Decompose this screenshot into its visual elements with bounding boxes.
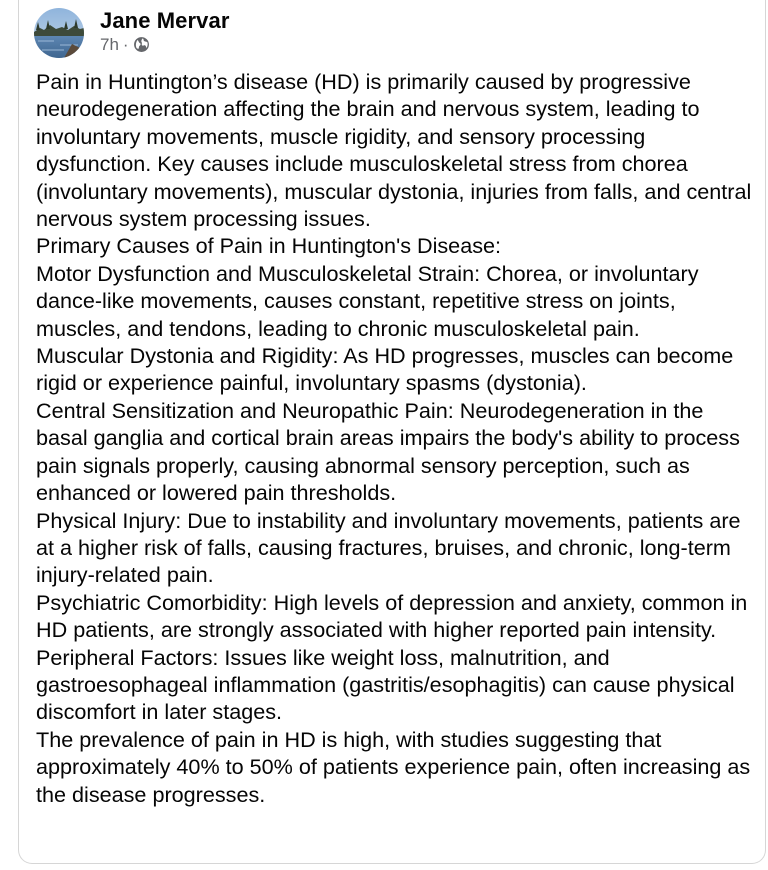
post-subline (100, 35, 230, 55)
post-paragraph: Motor Dysfunction and Musculoskeletal Strain: Chorea, or involuntary dance-like movements, causes constant, repetitive stress on joints, muscles, and tendons, leading to chronic musculoskeletal pain. (36, 260, 699, 341)
post-timestamp[interactable]: 7h (100, 34, 119, 54)
globe-icon[interactable] (133, 36, 150, 53)
author-name[interactable]: Jane Mervar (100, 7, 230, 33)
post-paragraph: Primary Causes of Pain in Huntington's Disease: (36, 233, 502, 259)
separator-dot: · (122, 34, 129, 54)
post-text (36, 68, 756, 808)
post-paragraph: Physical Injury: Due to instability and involuntary movements, patients are at a higher risk of falls, causing fractures, bruises, and chronic, long-term injury-related pain. (36, 507, 741, 588)
post-paragraph: Psychiatric Comorbidity: High levels of depression and anxiety, common in HD patients, are strongly associated with higher reported pain intensity. (36, 589, 748, 643)
post-meta (100, 8, 230, 55)
post-paragraph: Central Sensitization and Neuropathic Pain: Neurodegeneration in the basal ganglia and cortical brain areas impairs the body's ability to process pain signals properly, causing abnormal sensory perception, such as enhanced or lowered pain thresholds. (36, 397, 740, 506)
post-paragraph: Pain in Huntington’s disease (HD) is primarily caused by progressive neurodegeneration affecting the brain and nervous system, leading to involuntary movements, muscle rigidity, and sensory processing dysfunction. Key causes include musculoskeletal stress from chorea (involuntary movements), muscular dystonia, injuries from falls, and central nervous system processing issues. (36, 69, 752, 232)
post-paragraph: The prevalence of pain in HD is high, with studies suggesting that approximately 40% to 50% of patients experience pain, often increasing as the disease progresses. (36, 726, 751, 807)
post-paragraph: Muscular Dystonia and Rigidity: As HD progresses, muscles can become rigid or experience painful, involuntary spasms (dystonia). (36, 343, 734, 396)
avatar[interactable] (34, 8, 84, 58)
lake-landscape-avatar-icon (34, 8, 84, 58)
post-paragraph: Peripheral Factors: Issues like weight loss, malnutrition, and gastroesophageal inflammation (gastritis/esophagitis) can cause physical discomfort in later stages. (36, 644, 735, 725)
post-header (34, 6, 230, 60)
